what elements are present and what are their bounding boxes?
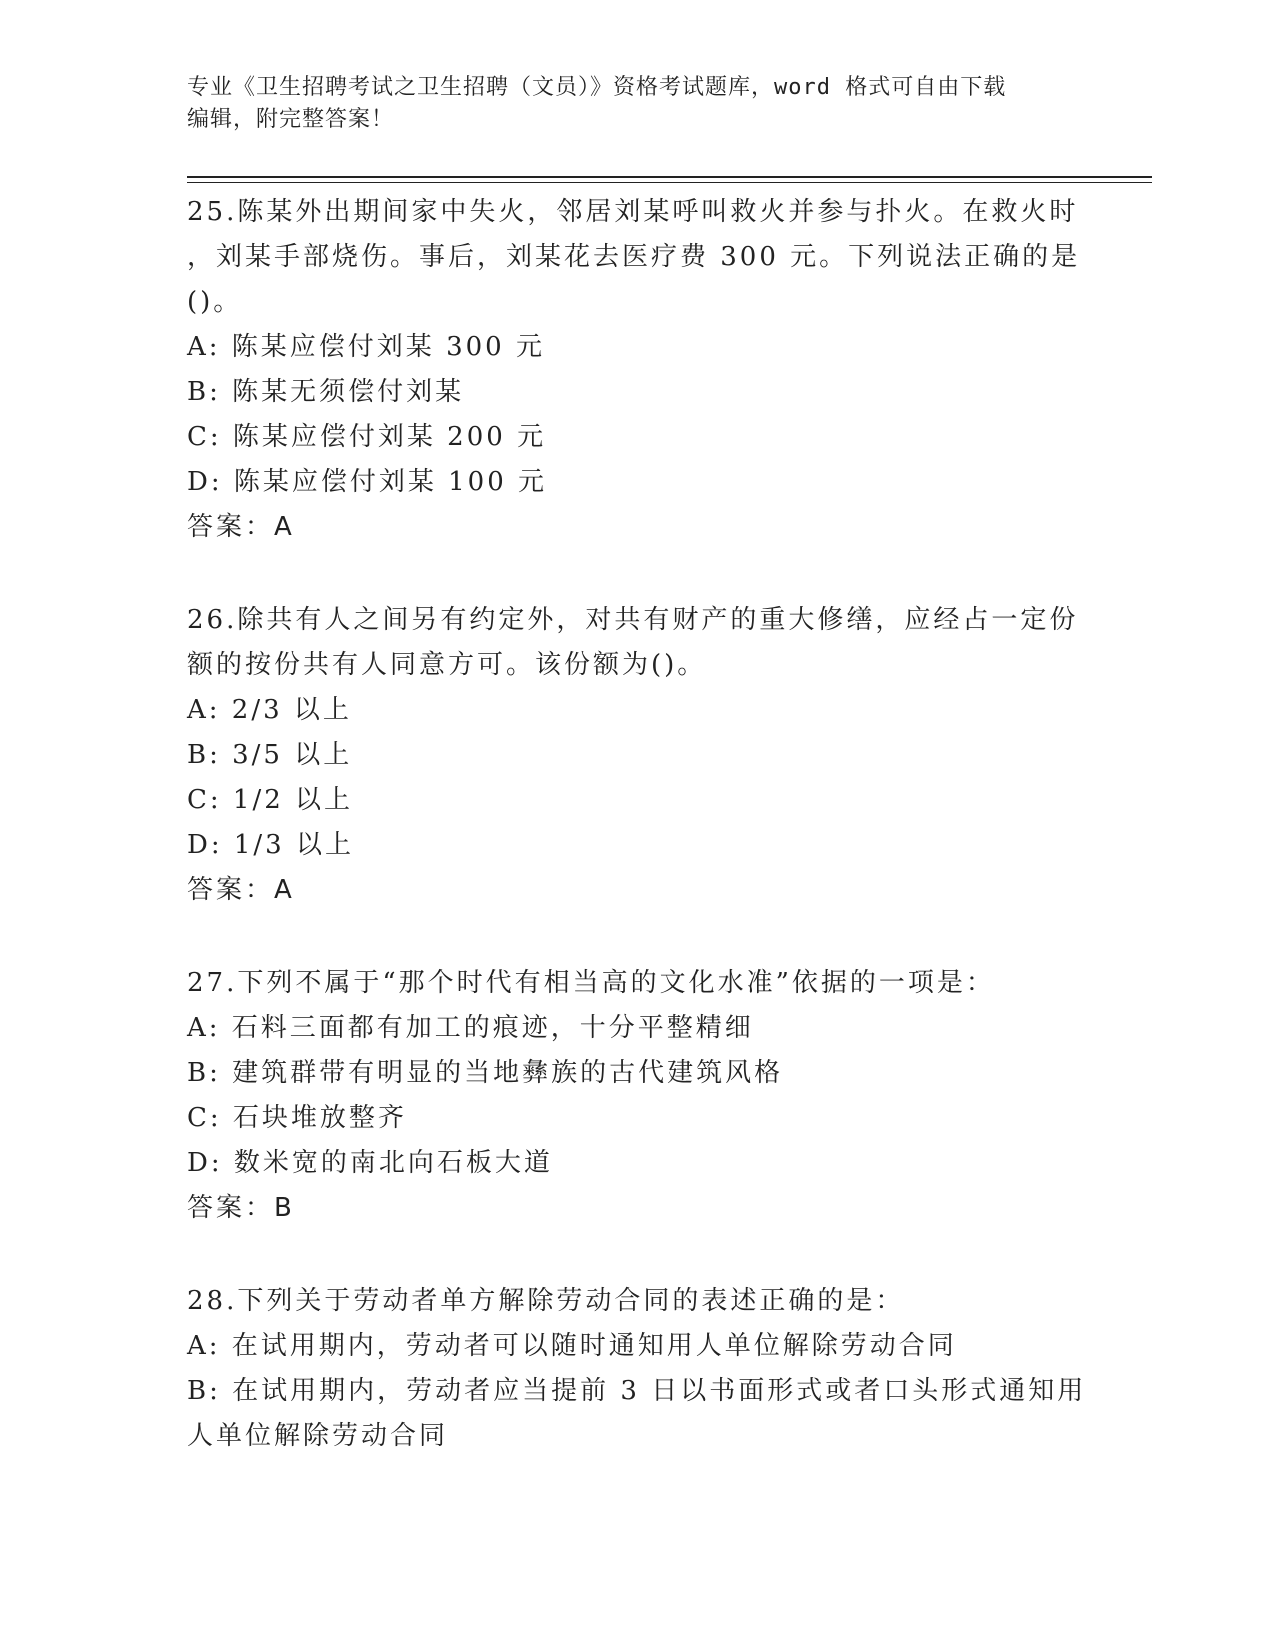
option-d: D: 1/3 以上 <box>187 830 354 860</box>
option-c: C: 陈某应偿付刘某 200 元 <box>187 422 547 452</box>
question-stem-line: 额的按份共有人同意方可。该份额为()。 <box>187 650 707 680</box>
question-25 <box>187 190 1087 550</box>
option-b-continued: 人单位解除劳动合同 <box>187 1421 449 1451</box>
question-27 <box>187 961 1087 1231</box>
option-a: A: 2/3 以上 <box>187 695 352 725</box>
question-26 <box>187 598 1087 913</box>
spacer <box>187 913 1087 961</box>
question-stem-line: 25.陈某外出期间家中失火，邻居刘某呼叫救火并参与扑火。在救火时 <box>187 197 1079 227</box>
question-28 <box>187 1279 1087 1459</box>
document-header <box>187 72 1087 136</box>
question-stem-line: 27.下列不属于“那个时代有相当高的文化水准”依据的一项是： <box>187 968 995 998</box>
answer: 答案：A <box>187 875 295 905</box>
header-divider-thin <box>187 182 1152 183</box>
option-a: A: 在试用期内，劳动者可以随时通知用人单位解除劳动合同 <box>187 1331 957 1361</box>
option-a: A: 石料三面都有加工的痕迹，十分平整精细 <box>187 1013 754 1043</box>
question-stem-line: 28.下列关于劳动者单方解除劳动合同的表述正确的是： <box>187 1286 905 1316</box>
question-stem-line: 26.除共有人之间另有约定外，对共有财产的重大修缮，应经占一定份 <box>187 605 1079 635</box>
option-d: D: 数米宽的南北向石板大道 <box>187 1148 553 1178</box>
spacer <box>187 1231 1087 1279</box>
option-b: B: 陈某无须偿付刘某 <box>187 377 465 407</box>
question-stem-line: ，刘某手部烧伤。事后，刘某花去医疗费 300 元。下列说法正确的是 <box>187 242 1081 272</box>
option-c: C: 石块堆放整齐 <box>187 1103 407 1133</box>
question-stem-line: ()。 <box>187 287 243 317</box>
question-list <box>187 190 1087 1459</box>
spacer <box>187 550 1087 598</box>
option-c: C: 1/2 以上 <box>187 785 354 815</box>
option-b: B: 3/5 以上 <box>187 740 353 770</box>
answer: 答案：B <box>187 1193 295 1223</box>
option-a: A: 陈某应偿付刘某 300 元 <box>187 332 545 362</box>
option-b: B: 在试用期内，劳动者应当提前 3 日以书面形式或者口头形式通知用 <box>187 1376 1087 1406</box>
option-b: B: 建筑群带有明显的当地彝族的古代建筑风格 <box>187 1058 784 1088</box>
header-line-2: 编辑，附完整答案！ <box>187 107 395 132</box>
option-d: D: 陈某应偿付刘某 100 元 <box>187 467 548 497</box>
header-line-1: 专业《卫生招聘考试之卫生招聘（文员）》资格考试题库，word 格式可自由下载 <box>187 75 1007 100</box>
header-divider-thick <box>187 176 1152 178</box>
answer: 答案：A <box>187 512 295 542</box>
